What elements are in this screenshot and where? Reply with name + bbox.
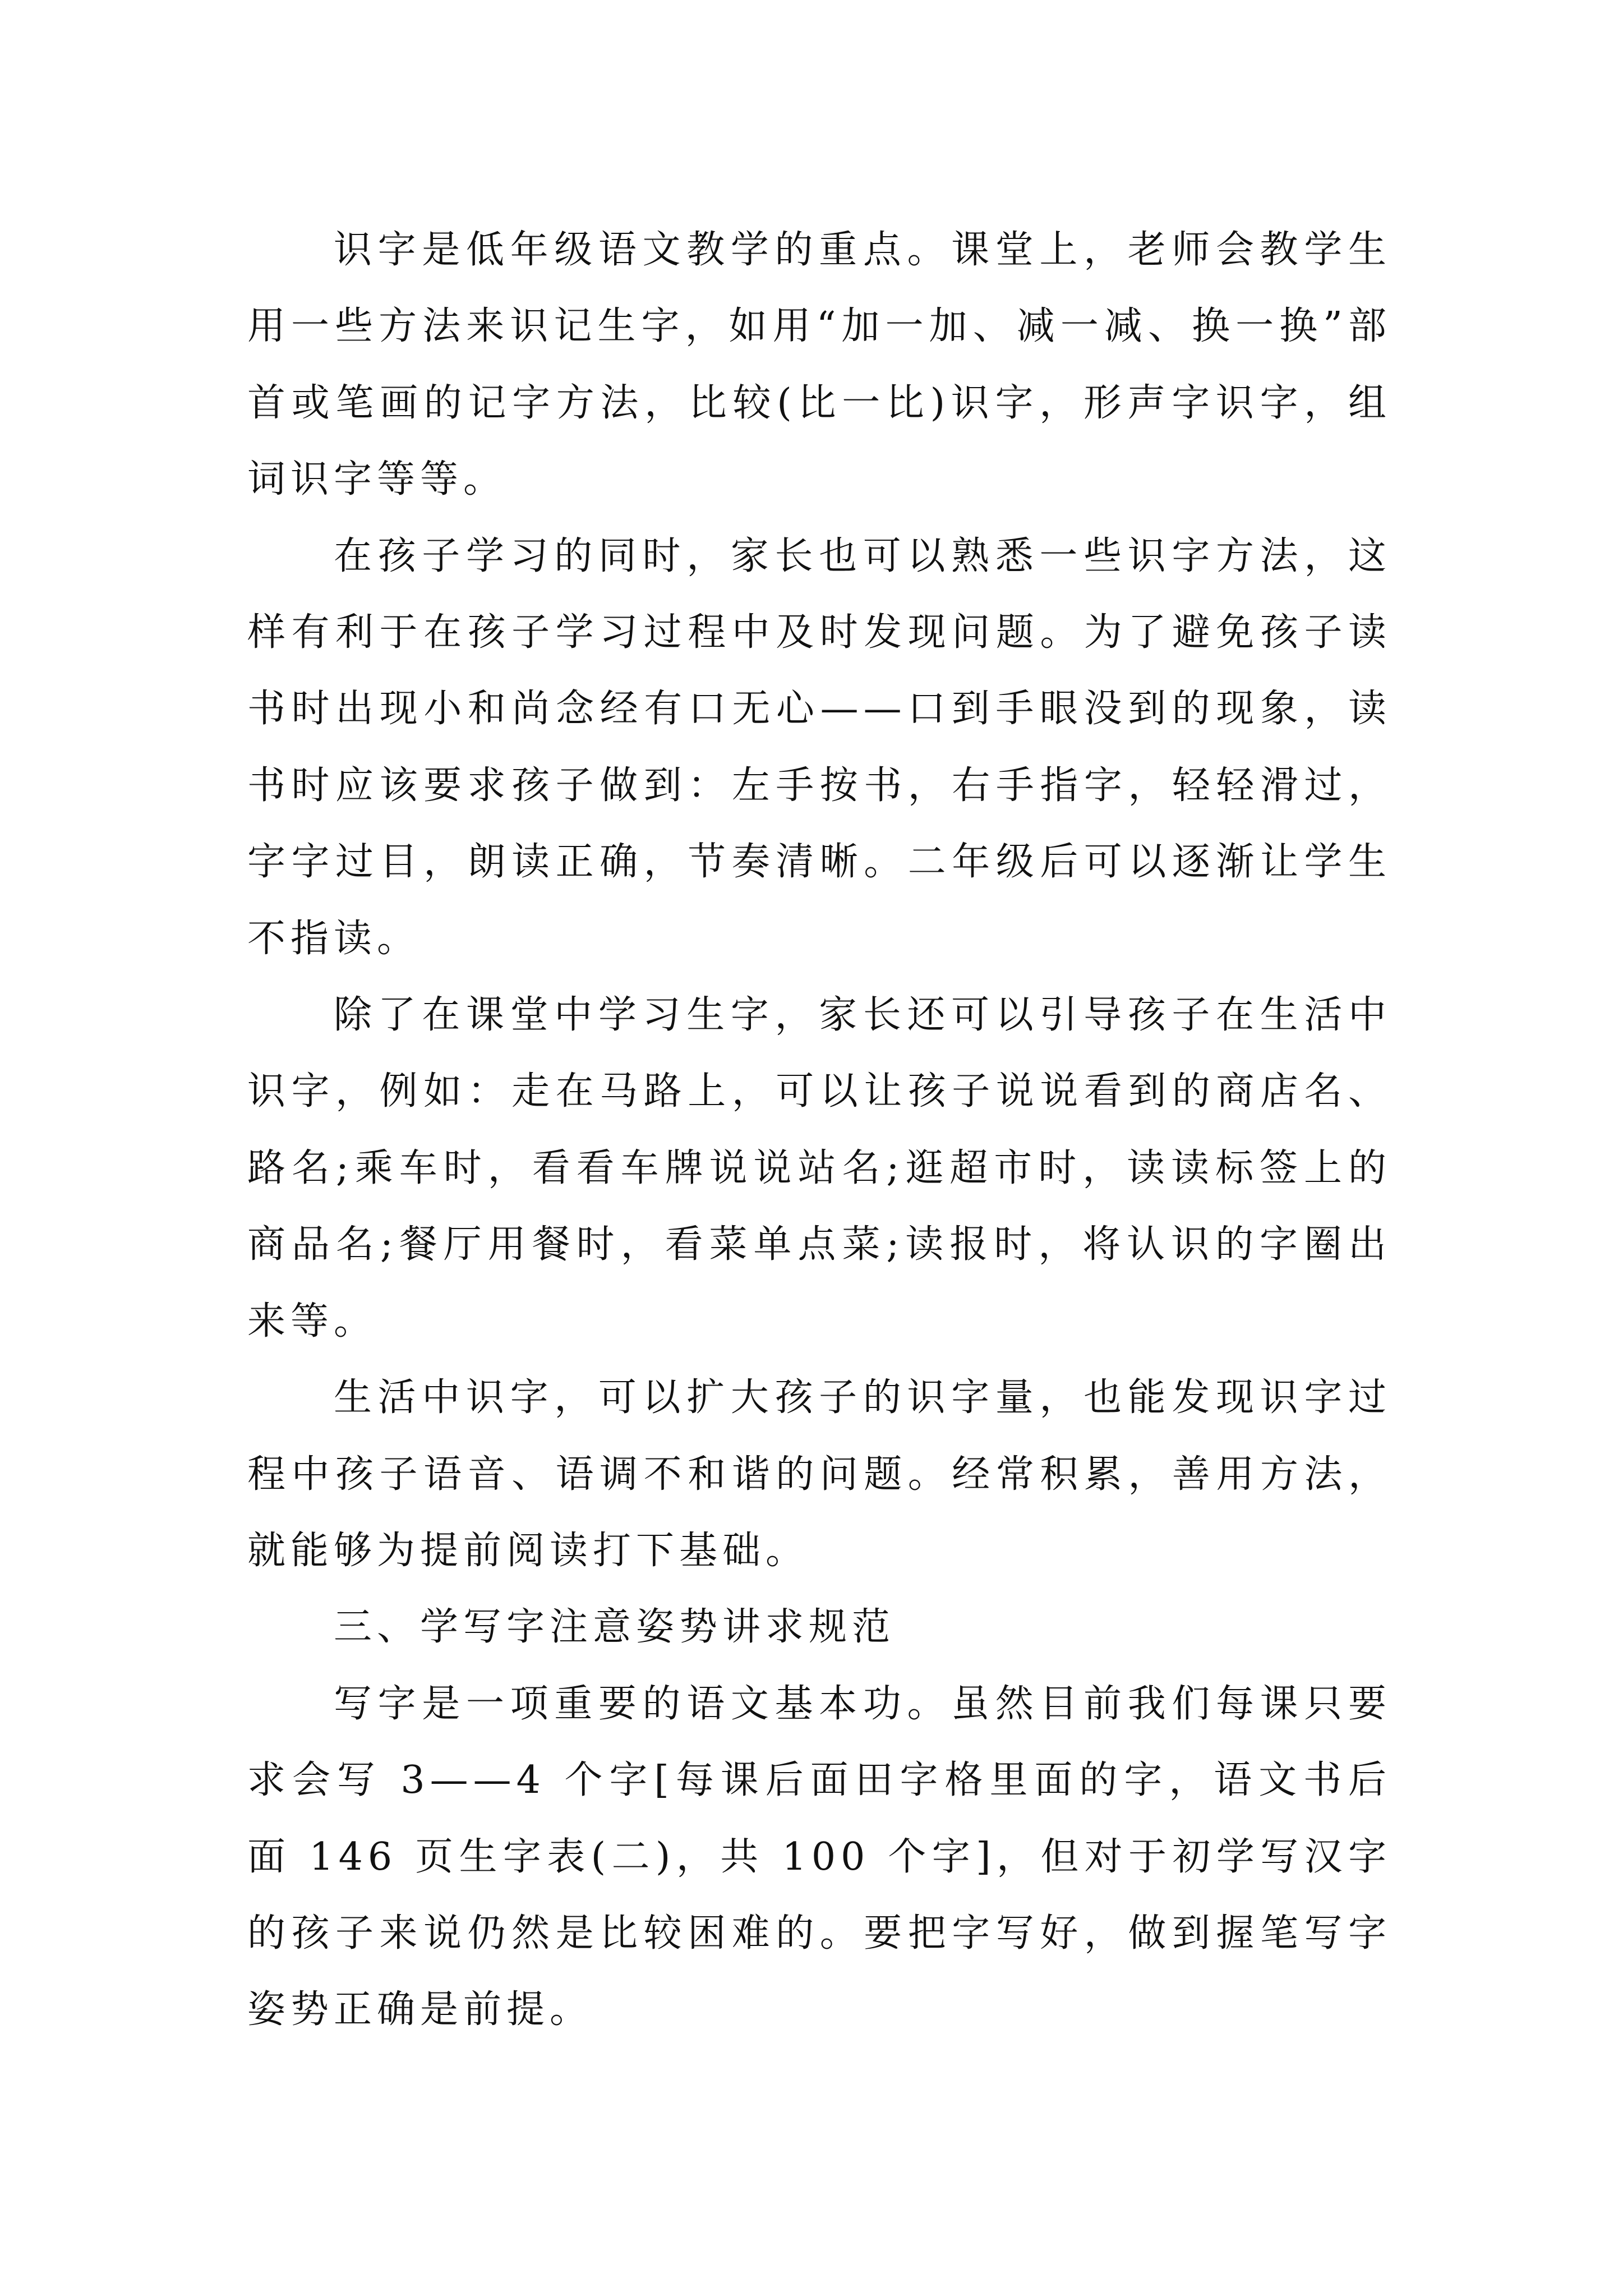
paragraph-literacy-focus: 识字是低年级语文教学的重点。课堂上，老师会教学生用一些方法来识记生字，如用“加一加、减一减、换一换”部首或笔画的记字方法，比较(比一比)识字，形声字识字，组词识字等等。 bbox=[247, 228, 1391, 502]
section-heading-writing: 三、学写字注意姿势讲求规范 bbox=[334, 1605, 896, 1650]
paragraph-life-literacy: 除了在课堂中学习生字，家长还可以引导孩子在生活中识字，例如：走在马路上，可以让孩子说说看到的商店名、路名;乘车时，看看车牌说说站名;逛超市时，读读标签上的商品名;餐厅用餐时，看菜单点菜;读报时，将认识的字圈出来等。 bbox=[247, 993, 1391, 1343]
paragraph-parent-methods: 在孩子学习的同时，家长也可以熟悉一些识字方法，这样有利于在孩子学习过程中及时发现问题。为了避免孩子读书时出现小和尚念经有口无心——口到手眼没到的现象，读书时应该要求孩子做到：左手按书，右手指字，轻轻滑过，字字过目，朗读正确，节奏清晰。二年级后可以逐渐让学生不指读。 bbox=[247, 533, 1391, 961]
paragraph-life-benefits: 生活中识字，可以扩大孩子的识字量，也能发现识字过程中孩子语音、语调不和谐的问题。经常积累，善用方法，就能够为提前阅读打下基础。 bbox=[247, 1375, 1391, 1573]
document-body bbox=[247, 212, 1391, 2049]
paragraph-writing-basics: 写字是一项重要的语文基本功。虽然目前我们每课只要求会写 3——4 个字[每课后面田字格里面的字，语文书后面 146 页生字表(二)，共 100 个字]，但对于初学写汉字的孩子来说仍然是比较困难的。要把字写好，做到握笔写字姿势正确是前提。 bbox=[247, 1681, 1391, 2032]
